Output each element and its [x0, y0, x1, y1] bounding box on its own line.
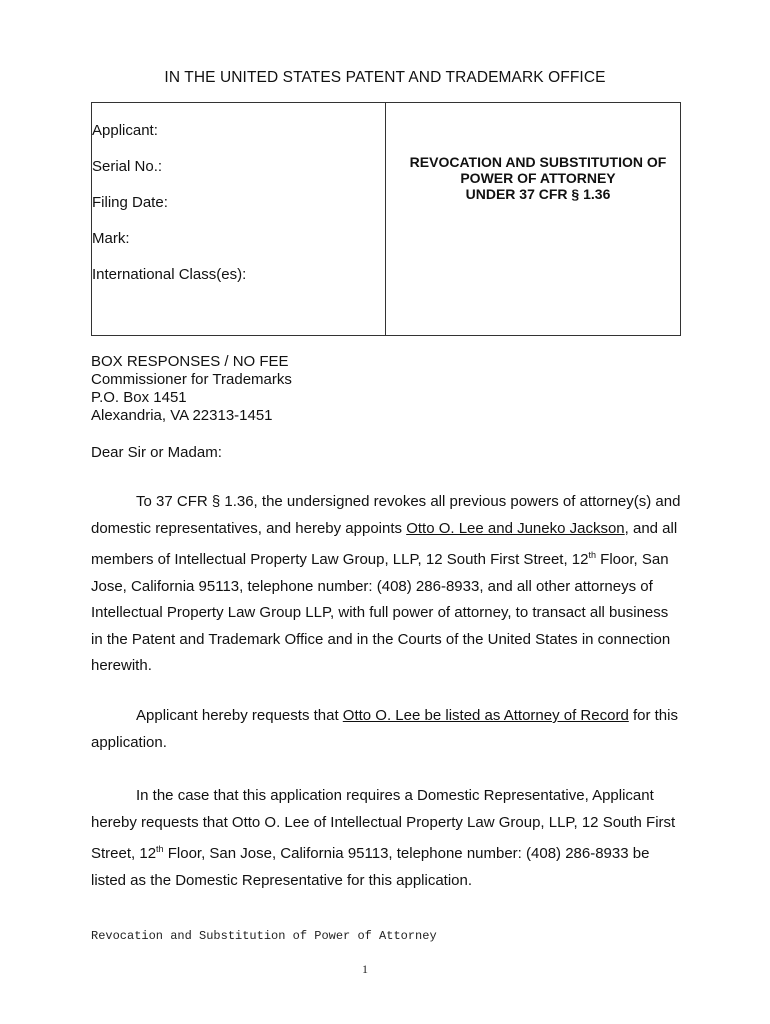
- salutation: Dear Sir or Madam:: [91, 444, 222, 461]
- address-line-1: BOX RESPONSES / NO FEE: [91, 353, 289, 370]
- para2-post: for this application.: [91, 707, 678, 751]
- footer-running-title: Revocation and Substitution of Power of Attorney: [91, 929, 437, 943]
- title-line-1: REVOCATION AND SUBSTITUTION OF: [409, 154, 667, 170]
- applicant-label: Applicant:: [92, 122, 158, 139]
- page-number: 1: [362, 962, 368, 976]
- title-line-2: POWER OF ATTORNEY: [460, 170, 616, 186]
- attorney-of-record: Otto O. Lee be listed as Attorney of Record: [342, 707, 629, 724]
- address-line-4: Alexandria, VA 22313-1451: [91, 407, 273, 424]
- international-classes-label: International Class(es):: [92, 266, 247, 283]
- document-title: [392, 154, 684, 202]
- para1-post: Floor, San Jose, California 95113, telephone number: (408) 286-8933, and all other attorneys of Intellectual Property Law Group LLP, with full power of attorney, to transact all business in the Patent and Trademark Office and in the Courts of the United States in connection herewith.: [91, 551, 671, 674]
- caption-divider: [385, 103, 386, 335]
- para1-ordinal: th: [588, 550, 596, 560]
- appointed-attorneys: Otto O. Lee and Juneko Jackson: [406, 519, 625, 537]
- para3-post: Floor, San Jose, California 95113, telephone number: (408) 286-8933 be listed as the Domestic Representative for this application.: [91, 845, 650, 889]
- para1-pre: To 37 CFR § 1.36, the undersigned revokes all previous powers of attorney(s) and domestic representatives, and hereby appoints: [91, 493, 681, 537]
- para2-pre: Applicant hereby requests that: [136, 707, 343, 724]
- para3-ordinal: th: [156, 844, 164, 854]
- para3-pre: In the case that this application requires a Domestic Representative, Applicant hereby requests that Otto O. Lee of Intellectual Property Law Group, LLP, 12 South First Street, 12: [91, 787, 676, 862]
- mailing-address: [91, 353, 292, 425]
- office-heading: IN THE UNITED STATES PATENT AND TRADEMARK OFFICE: [164, 69, 606, 86]
- address-line-2: Commissioner for Trademarks: [91, 371, 292, 388]
- caption-box: [91, 102, 681, 336]
- serial-no-label: Serial No.:: [92, 158, 163, 175]
- filing-date-label: Filing Date:: [92, 194, 168, 211]
- para1-mid: , and all members of Intellectual Property Law Group, LLP, 12 South First Street, 12: [91, 519, 678, 568]
- mark-label: Mark:: [92, 230, 130, 247]
- paragraph-domestic-representative: [91, 783, 681, 894]
- paragraph-appointment: [91, 489, 681, 680]
- title-line-3: UNDER 37 CFR § 1.36: [465, 186, 611, 202]
- address-line-3: P.O. Box 1451: [91, 389, 187, 406]
- paragraph-attorney-of-record: [91, 703, 681, 756]
